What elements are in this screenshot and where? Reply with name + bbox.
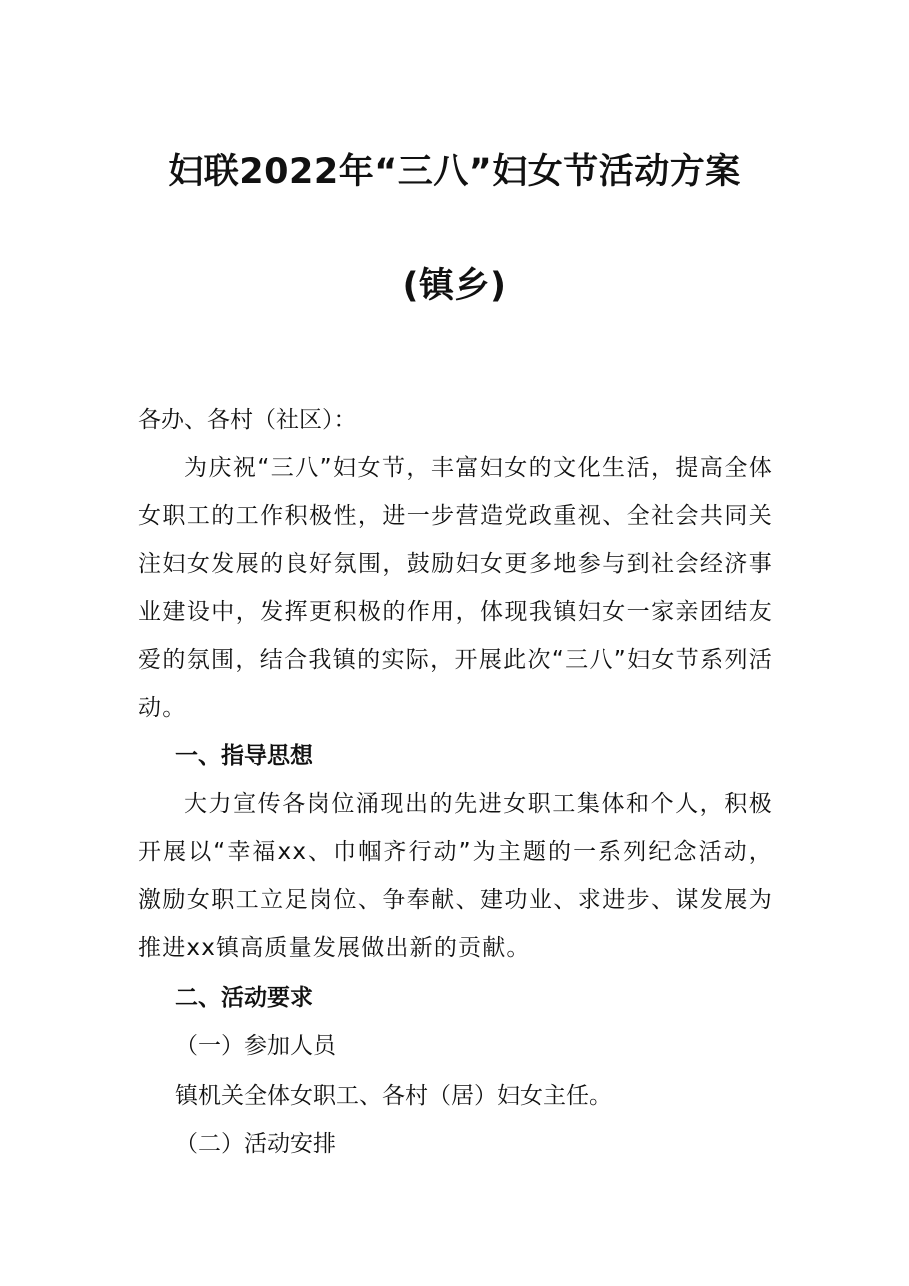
participants-text: 镇机关全体女职工、各村（居）妇女主任。 [175,1083,612,1109]
subheading-participants: （一）参加人员 [175,1033,336,1059]
subheading-activity-arrangement: （二）活动安排 [175,1131,336,1157]
section-heading-guiding-ideology: 一、指导思想 [175,743,313,769]
document-title: 妇联2022年“三八”妇女节活动方案 [168,152,741,192]
intro-paragraph: 为庆祝“三八”妇女节，丰富妇女的文化生活，提高全体女职工的工作积极性，进一步营造党政重视、全社会共同关注妇女发展的良好氛围，鼓励妇女更多地参与到社会经济事业建设中，发挥更积极的作用，体现我镇妇女一家亲团结友爱的氛围，结合我镇的实际，开展此次“三八”妇女节系列活动。 [138,455,773,721]
salutation: 各办、各村（社区）： [138,407,357,433]
document-subtitle: (镇乡) [402,266,507,306]
section-heading-activity-requirements: 二、活动要求 [175,985,313,1011]
guiding-ideology-paragraph: 大力宣传各岗位涌现出的先进女职工集体和个人，积极开展以“幸福xx、巾帼齐行动”为主题的一系列纪念活动，激励女职工立足岗位、争奉献、建功业、求进步、谋发展为推进xx镇高质量发展做出新的贡献。 [138,791,773,961]
